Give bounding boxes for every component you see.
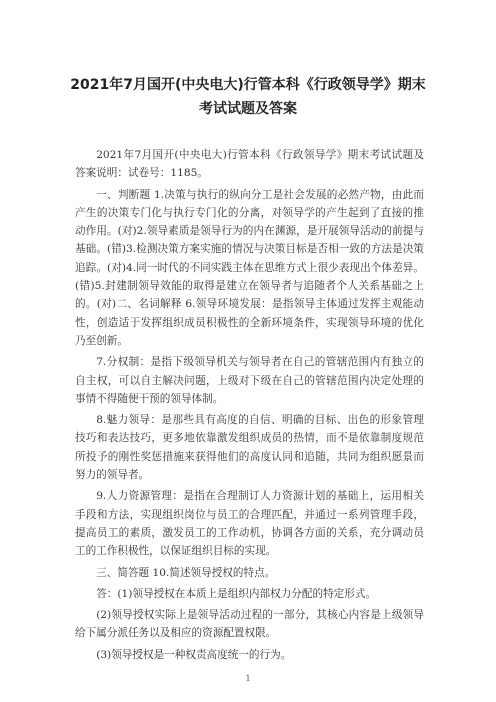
page-number: 1 <box>245 674 251 683</box>
paragraph-answer-1: 答：(1)领导授权在本质上是组织内部权力分配的特定形式。 <box>96 587 377 600</box>
paragraph-item-9: 9.人力资源管理：是指在合理制订人力资源计划的基础上，运用相关手段和方法，实现组织岗位与员工的合理匹配，并通过一系列管理手段，提高员工的素质，激发员工的工作动机，协调各方面的关系，充分调动员工的工作积极性，以保证组织目标的实现。 <box>75 490 424 558</box>
paragraph-answer-2: (2)领导授权实际上是领导活动过程的一部分，其核心内容是上级领导给下属分派任务以及相应的资源配置权限。 <box>75 609 424 640</box>
document-body <box>75 146 424 667</box>
document-title-line-1: 2021年7月国开(中央电大)行管本科《行政领导学》期末 <box>70 77 426 93</box>
paragraph-section-3: 三、简答题 10.简述领导授权的特点。 <box>96 566 276 579</box>
paragraph-item-8: 8.魅力领导：是那些具有高度的自信、明确的目标、出色的形象管理技巧和表达技巧，更多地依靠激发组织成员的热情，而不是依靠制度规范所投予的刚性奖惩措施来获得他们的高度认同和追随，共同为组织愿景而努力的领导者。 <box>75 414 424 482</box>
paragraph-answer-3: (3)领导授权是一种权责高度统一的行为。 <box>96 648 292 661</box>
paragraph-section-1-2: 一、判断题 1.决策与执行的纵向分工是社会发展的必然产物，由此而产生的决策专门化与执行专门化的分离，对领导学的产生起到了直接的推动作用。(对)2.领导素质是领导行为的内在渊源，是开展领导活动的前提与基础。(错)3.检测决策方案实施的情况与决策目标是否相一致的方法是决策追踪。(对)4.同一时代的不同实践主体在思维方式上很少表现出个体差异。(错)5.封建制领导效能的取得是建立在领导者与追随者个人关系基础之上的。(对)二、名词解释 6.领导环境发展：是指领导主体通过发挥主观能动性，创造适于发挥组织成员积极性的全新环境条件，实现领导环境的优化乃至创新。 <box>75 188 424 347</box>
document-title-line-2: 考试试题及答案 <box>199 101 297 117</box>
paragraph-intro: 2021年7月国开(中央电大)行管本科《行政领导学》期末考试试题及答案说明：试卷号：1185。 <box>75 149 424 180</box>
paragraph-item-7: 7.分权制：是指下级领导机关与领导者在自己的管辖范围内有独立的自主权，可以自主解决问题，上级对下级在自己的管辖范围内决定处理的事情不得随便干预的领导体制。 <box>75 356 424 405</box>
